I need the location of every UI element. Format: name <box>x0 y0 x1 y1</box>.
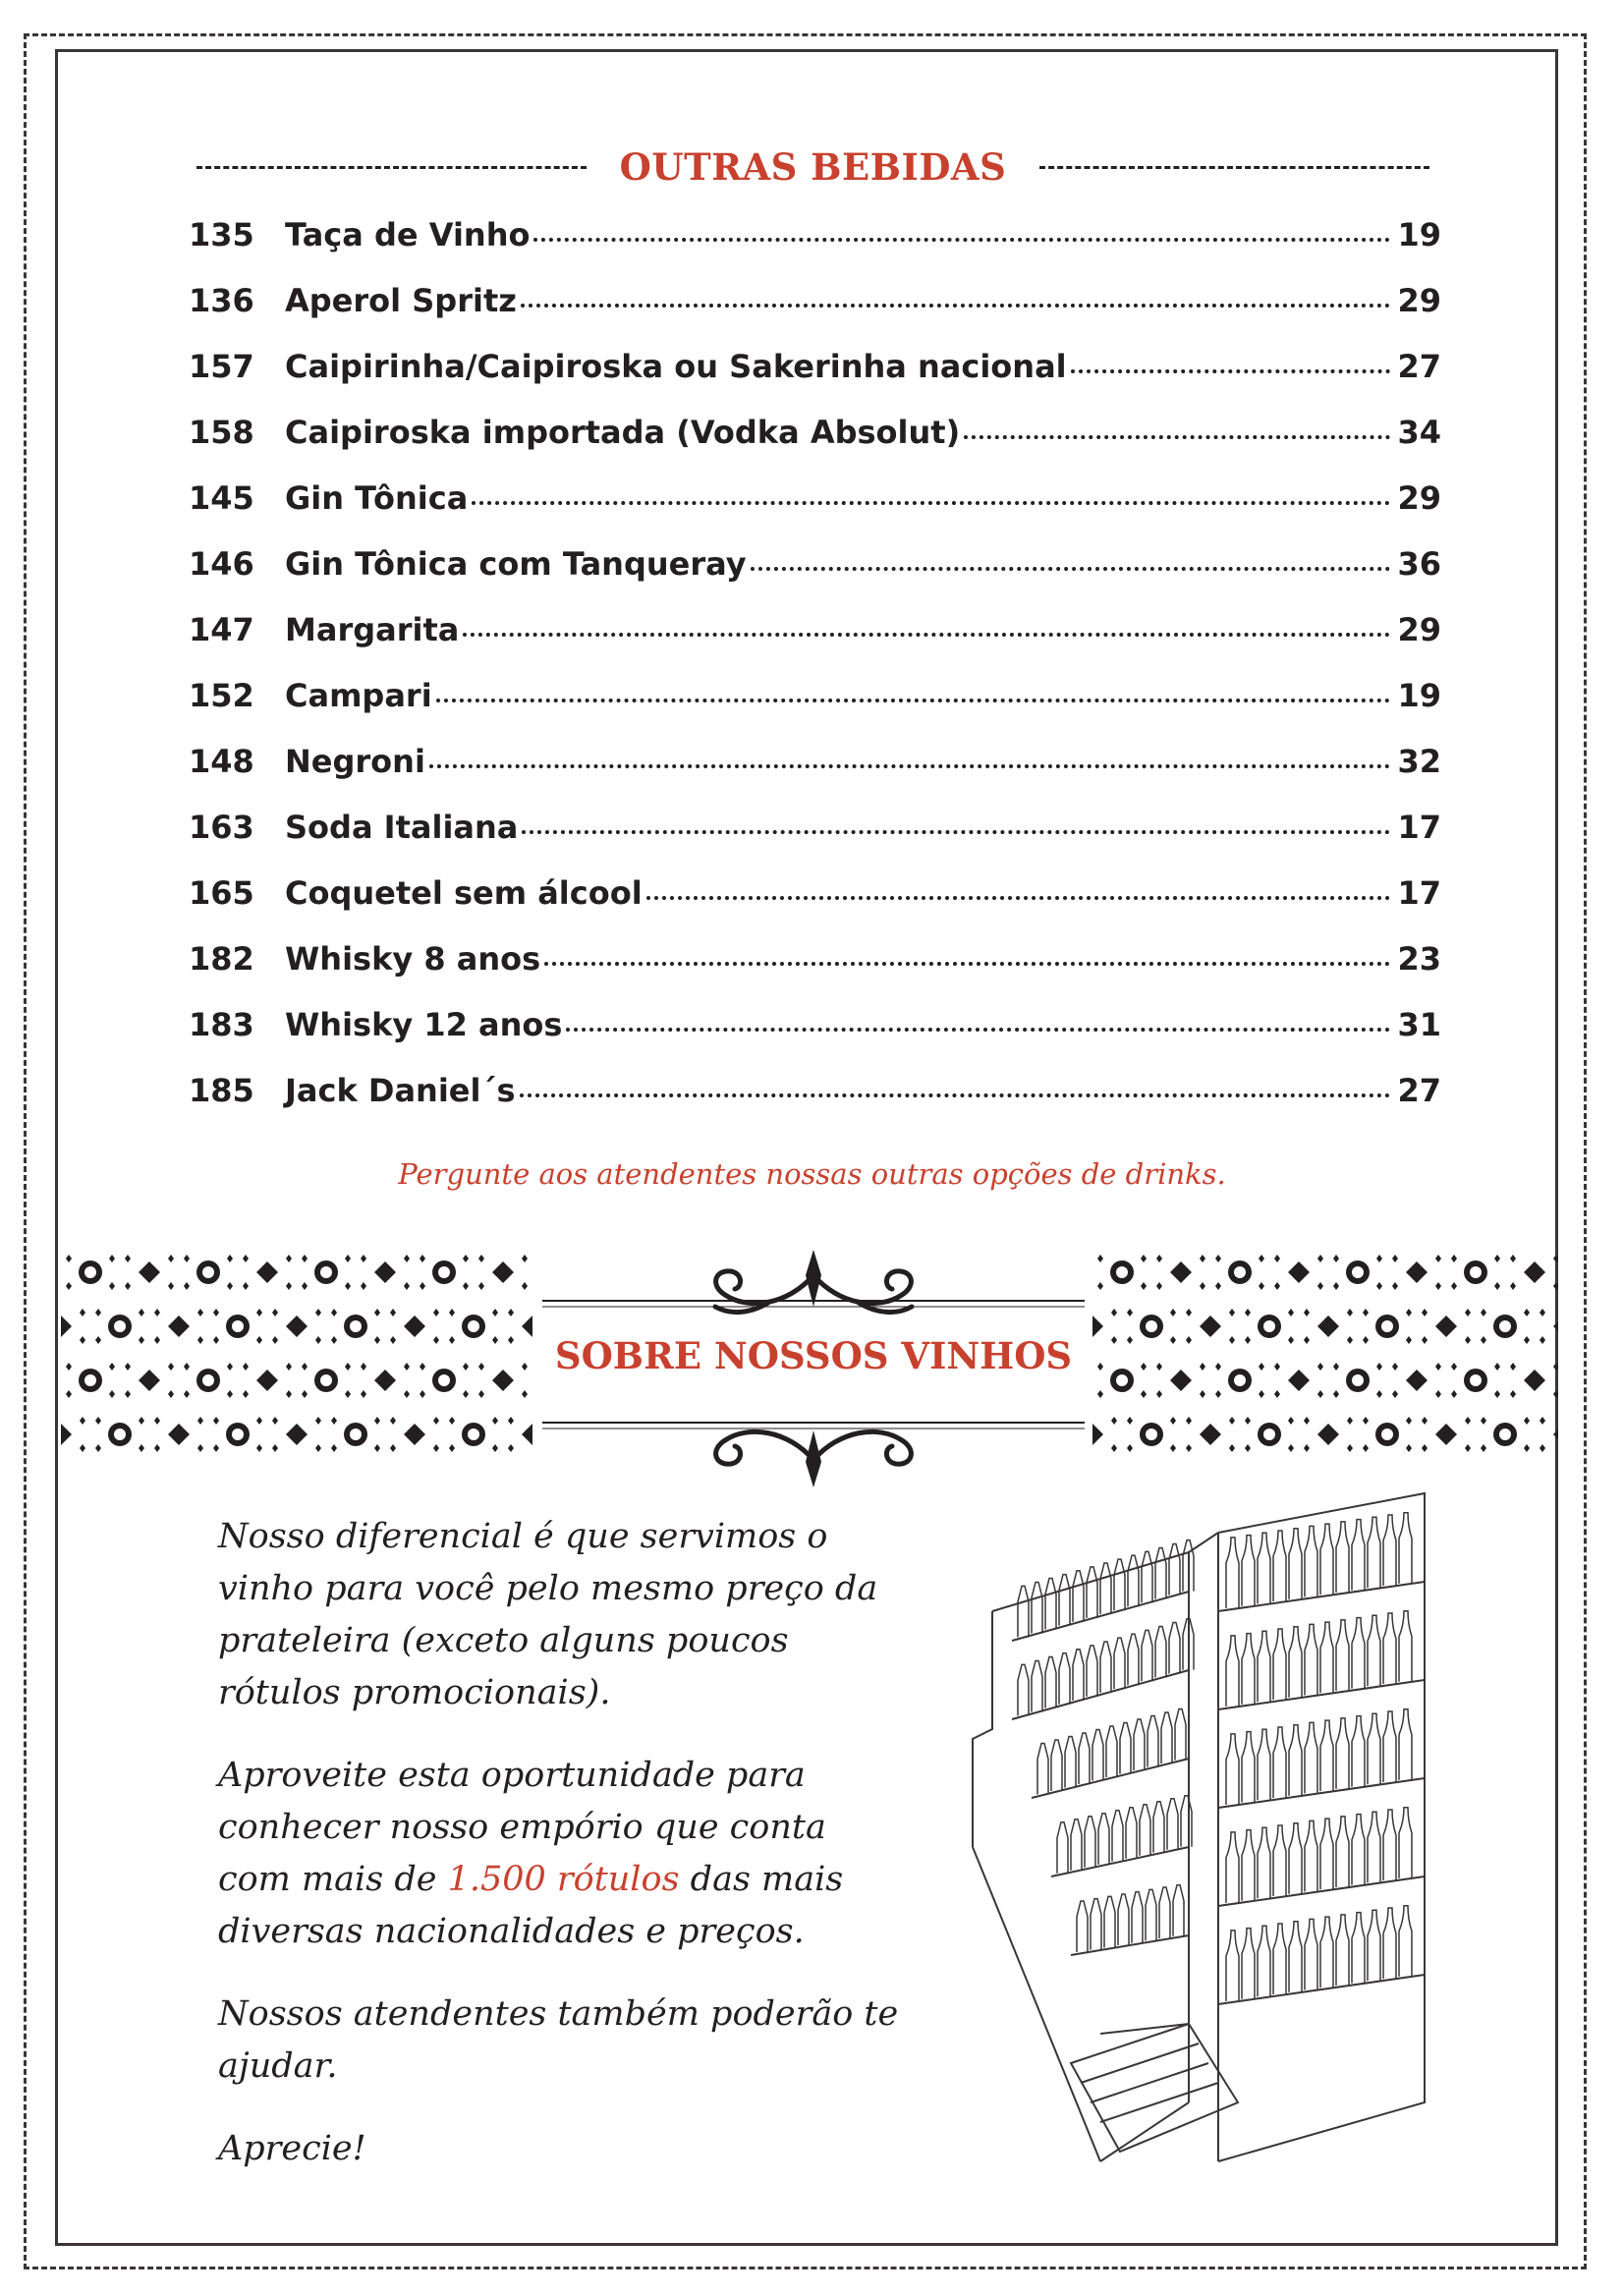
wines-text <box>218 1511 906 2206</box>
wines-paragraph-2-end: das mais diversas nacionalidades e preços. <box>218 1860 844 1951</box>
dot-leader <box>520 1093 1390 1097</box>
drink-price: 29 <box>1397 479 1441 517</box>
drink-name: Soda Italiana <box>285 809 519 846</box>
drink-name: Caipiroska importada (Vodka Absolut) <box>285 414 961 451</box>
header-dash-right <box>1039 166 1429 169</box>
drink-number: 163 <box>189 809 254 846</box>
ornament-top-icon <box>542 1246 1085 1334</box>
dot-leader <box>436 699 1390 702</box>
drink-name: Gin Tônica <box>285 479 469 517</box>
drink-row <box>189 479 1441 545</box>
dot-leader <box>522 830 1390 834</box>
dot-leader <box>472 501 1390 505</box>
drink-price: 36 <box>1397 545 1441 583</box>
drink-number: 146 <box>189 545 254 583</box>
drink-row <box>189 216 1441 282</box>
drinks-list <box>189 216 1441 1138</box>
drink-name: Campari <box>285 677 432 714</box>
wines-paragraph-2-start: Aproveite esta oportunidade para conhecer nosso empório que conta com mais de <box>218 1756 826 1899</box>
drink-price: 29 <box>1397 282 1441 319</box>
wines-paragraph-3: Nossos atendentes também poderão te ajudar. <box>218 1994 899 2086</box>
drink-row <box>189 809 1441 874</box>
dot-leader <box>533 238 1390 242</box>
drink-name: Whisky 8 anos <box>285 940 541 978</box>
drink-number: 136 <box>189 282 254 319</box>
drink-row <box>189 1072 1441 1138</box>
drink-price: 23 <box>1397 940 1441 978</box>
drink-row <box>189 1006 1441 1072</box>
drink-row <box>189 611 1441 677</box>
drinks-note: Pergunte aos atendentes nossas outras opções de drinks. <box>398 1157 1226 1191</box>
dot-leader <box>463 633 1390 637</box>
drink-name: Whisky 12 anos <box>285 1006 563 1043</box>
wines-title: SOBRE NOSSOS VINHOS <box>554 1334 1073 1377</box>
drink-number: 182 <box>189 940 254 978</box>
drink-price: 27 <box>1397 1072 1441 1109</box>
drink-number: 158 <box>189 414 254 451</box>
dot-leader <box>964 435 1390 439</box>
drink-row <box>189 940 1441 1006</box>
drink-price: 27 <box>1397 348 1441 385</box>
drink-number: 145 <box>189 479 254 517</box>
drink-name: Negroni <box>285 743 425 780</box>
pattern-band-right <box>1092 1253 1558 1464</box>
drink-number: 148 <box>189 743 254 780</box>
wines-paragraph-1: Nosso diferencial é que servimos o vinho para você pelo mesmo preço da prateleira (exceto alguns poucos rótulos promocionais). <box>218 1517 878 1712</box>
drink-name: Taça de Vinho <box>285 216 531 253</box>
drink-name: Jack Daniel´s <box>285 1072 516 1109</box>
drink-row <box>189 677 1441 743</box>
drink-name: Gin Tônica com Tanqueray <box>285 545 747 583</box>
wines-highlight: 1.500 rótulos <box>447 1860 680 1899</box>
header-dash-left <box>196 166 587 169</box>
drink-number: 157 <box>189 348 254 385</box>
drink-name: Margarita <box>285 611 460 648</box>
wine-shelf-illustration-icon <box>953 1474 1444 2181</box>
pattern-band-left <box>61 1253 532 1464</box>
drink-price: 34 <box>1397 414 1441 451</box>
drink-number: 185 <box>189 1072 254 1109</box>
drink-price: 19 <box>1397 216 1441 253</box>
drink-name: Caipirinha/Caipiroska ou Sakerinha nacional <box>285 348 1067 385</box>
drink-row <box>189 348 1441 414</box>
drink-name: Aperol Spritz <box>285 282 517 319</box>
drink-price: 29 <box>1397 611 1441 648</box>
drink-price: 19 <box>1397 677 1441 714</box>
dot-leader <box>751 567 1390 571</box>
drink-price: 32 <box>1397 743 1441 780</box>
drink-number: 152 <box>189 677 254 714</box>
drink-row <box>189 743 1441 809</box>
dot-leader <box>1071 369 1390 373</box>
drinks-header <box>196 138 1429 196</box>
drink-row <box>189 282 1441 348</box>
drink-number: 147 <box>189 611 254 648</box>
wines-paragraph-4: Aprecie! <box>218 2129 366 2168</box>
dot-leader <box>566 1028 1390 1032</box>
drink-number: 165 <box>189 874 254 912</box>
dot-leader <box>646 896 1390 900</box>
wines-paragraph-2 <box>218 1750 906 1958</box>
drink-number: 183 <box>189 1006 254 1043</box>
drink-row <box>189 874 1441 940</box>
drink-price: 31 <box>1397 1006 1441 1043</box>
drink-row <box>189 414 1441 479</box>
dot-leader <box>544 962 1390 966</box>
drink-price: 17 <box>1397 874 1441 912</box>
drink-row <box>189 545 1441 611</box>
dot-leader <box>429 764 1390 768</box>
drink-name: Coquetel sem álcool <box>285 874 643 912</box>
drink-number: 135 <box>189 216 254 253</box>
drinks-title: OUTRAS BEBIDAS <box>619 145 1007 189</box>
dot-leader <box>521 304 1390 308</box>
drink-price: 17 <box>1397 809 1441 846</box>
